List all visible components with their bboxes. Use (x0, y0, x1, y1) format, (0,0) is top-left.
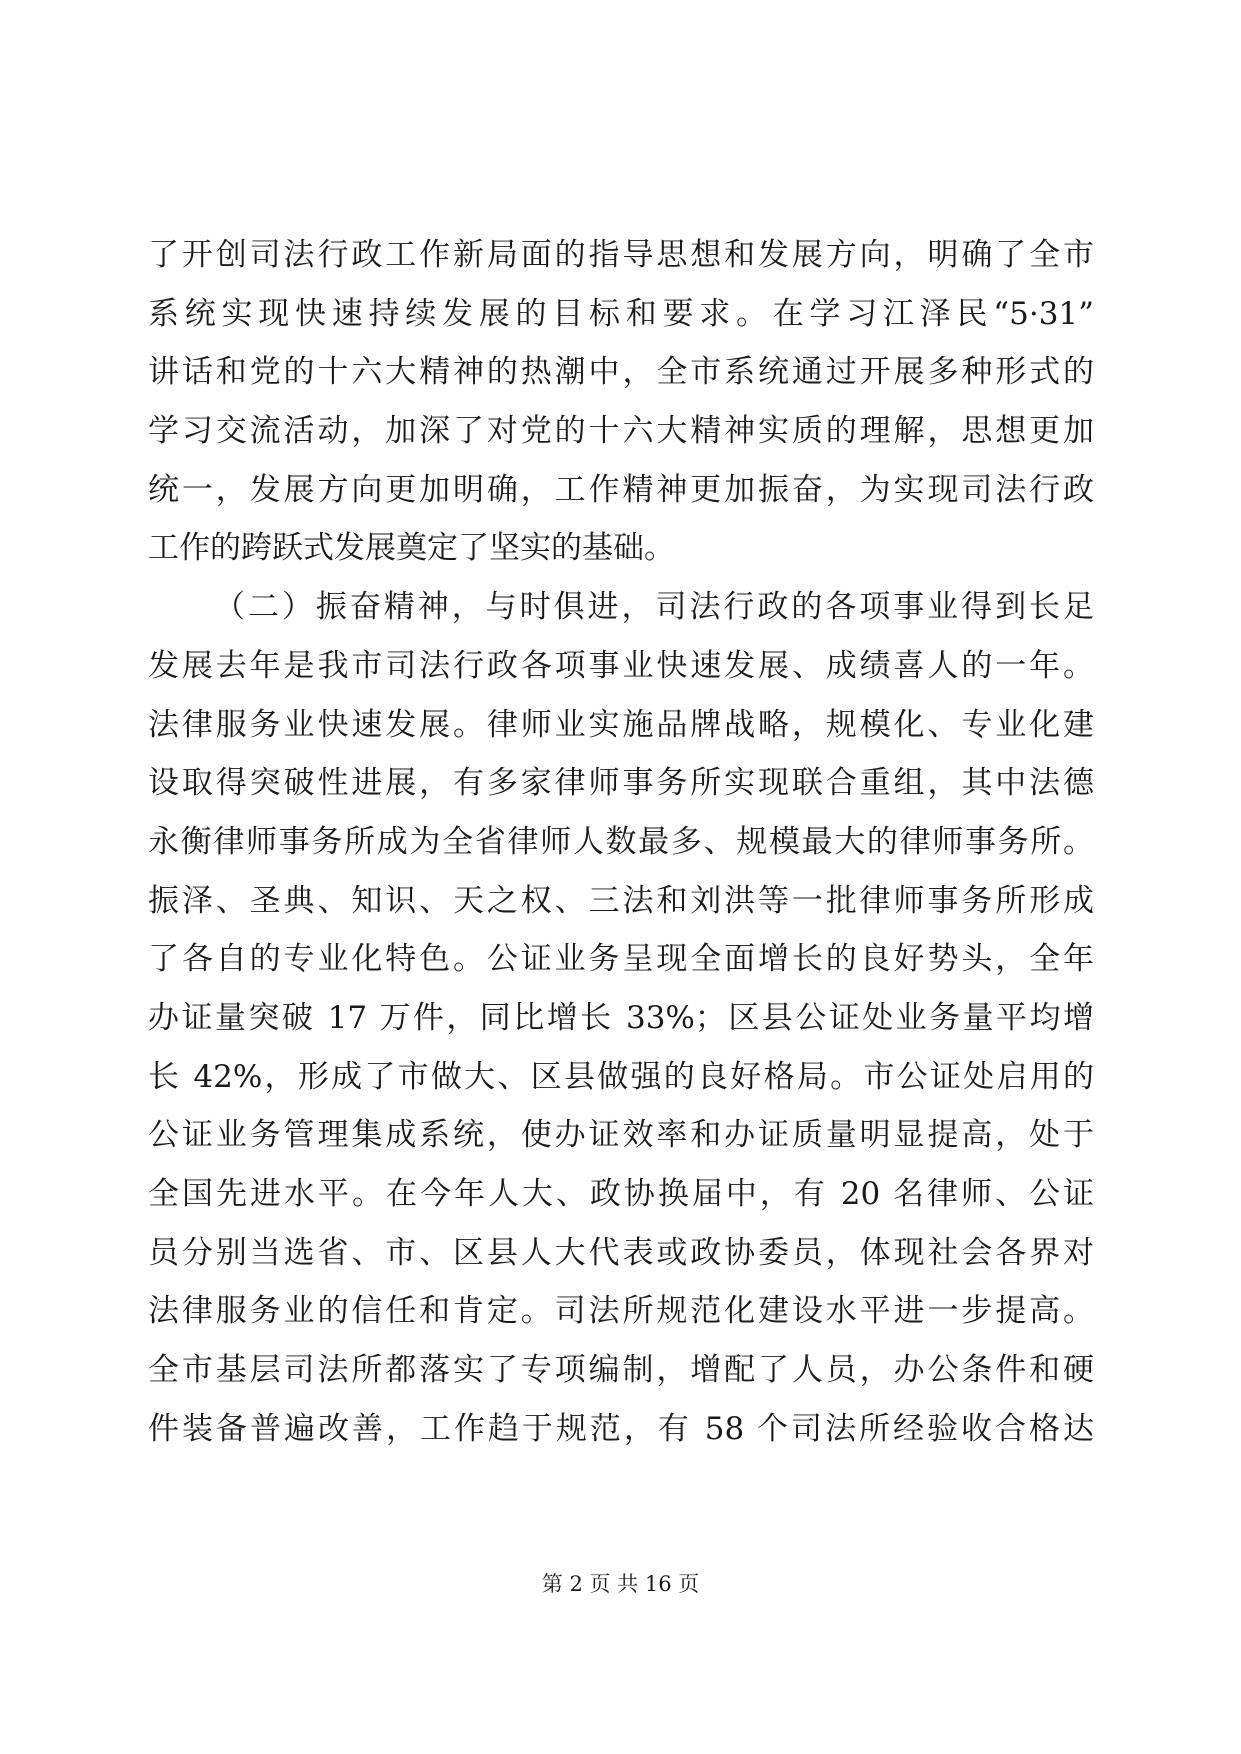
text-line: 讲话和党的十六大精神的热潮中，全市系统通过开展多种形式的 (148, 354, 1094, 391)
text-line: 设取得突破性进展，有多家律师事务所实现联合重组，其中法德 (148, 765, 1094, 802)
text-line: 长 42%，形成了市做大、区县做强的良好格局。市公证处启用的 (148, 1058, 1094, 1095)
text-line: 了各自的专业化特色。公证业务呈现全面增长的良好势头，全年 (148, 941, 1094, 978)
text-line: 法律服务业的信任和肯定。司法所规范化建设水平进一步提高。 (148, 1293, 1094, 1330)
text-line: 系统实现快速持续发展的目标和要求。在学习江泽民“5·31” (148, 295, 1094, 332)
text-line: 了开创司法行政工作新局面的指导思想和发展方向，明确了全市 (148, 237, 1094, 273)
text-line: 工作的跨跃式发展奠定了坚实的基础。 (148, 530, 675, 567)
text-line: 件装备普遍改善，工作趋于规范，有 58 个司法所经验收合格达 (148, 1410, 1094, 1447)
text-line: 全市基层司法所都落实了专项编制，增配了人员，办公条件和硬 (148, 1352, 1094, 1389)
text-line: 统一，发展方向更加明确，工作精神更加振奋，为实现司法行政 (148, 471, 1094, 508)
text-line: 员分别当选省、市、区县人大代表或政协委员，体现社会各界对 (148, 1234, 1094, 1271)
text-line: 发展去年是我市司法行政各项事业快速发展、成绩喜人的一年。 (148, 647, 1094, 684)
page-number-footer: 第 2 页 共 16 页 (541, 1572, 700, 1596)
text-line: 全国先进水平。在今年人大、政协换届中，有 20 名律师、公证 (148, 1176, 1094, 1212)
text-line: 办证量突破 17 万件，同比增长 33%；区县公证处业务量平均增 (148, 999, 1094, 1036)
text-line: 公证业务管理集成系统，使办证效率和办证质量明显提高，处于 (148, 1117, 1094, 1154)
text-line: 永衡律师事务所成为全省律师人数最多、规模最大的律师事务所。 (148, 823, 1094, 860)
paragraph-start-line: （二）振奋精神，与时俱进，司法行政的各项事业得到长足 (214, 589, 1094, 626)
text-line: 法律服务业快速发展。律师业实施品牌战略，规模化、专业化建 (148, 706, 1094, 743)
body-text (148, 226, 1094, 1458)
text-line: 振泽、圣典、知识、天之权、三法和刘洪等一批律师事务所形成 (148, 882, 1094, 919)
text-line: 学习交流活动，加深了对党的十六大精神实质的理解，思想更加 (148, 413, 1094, 450)
